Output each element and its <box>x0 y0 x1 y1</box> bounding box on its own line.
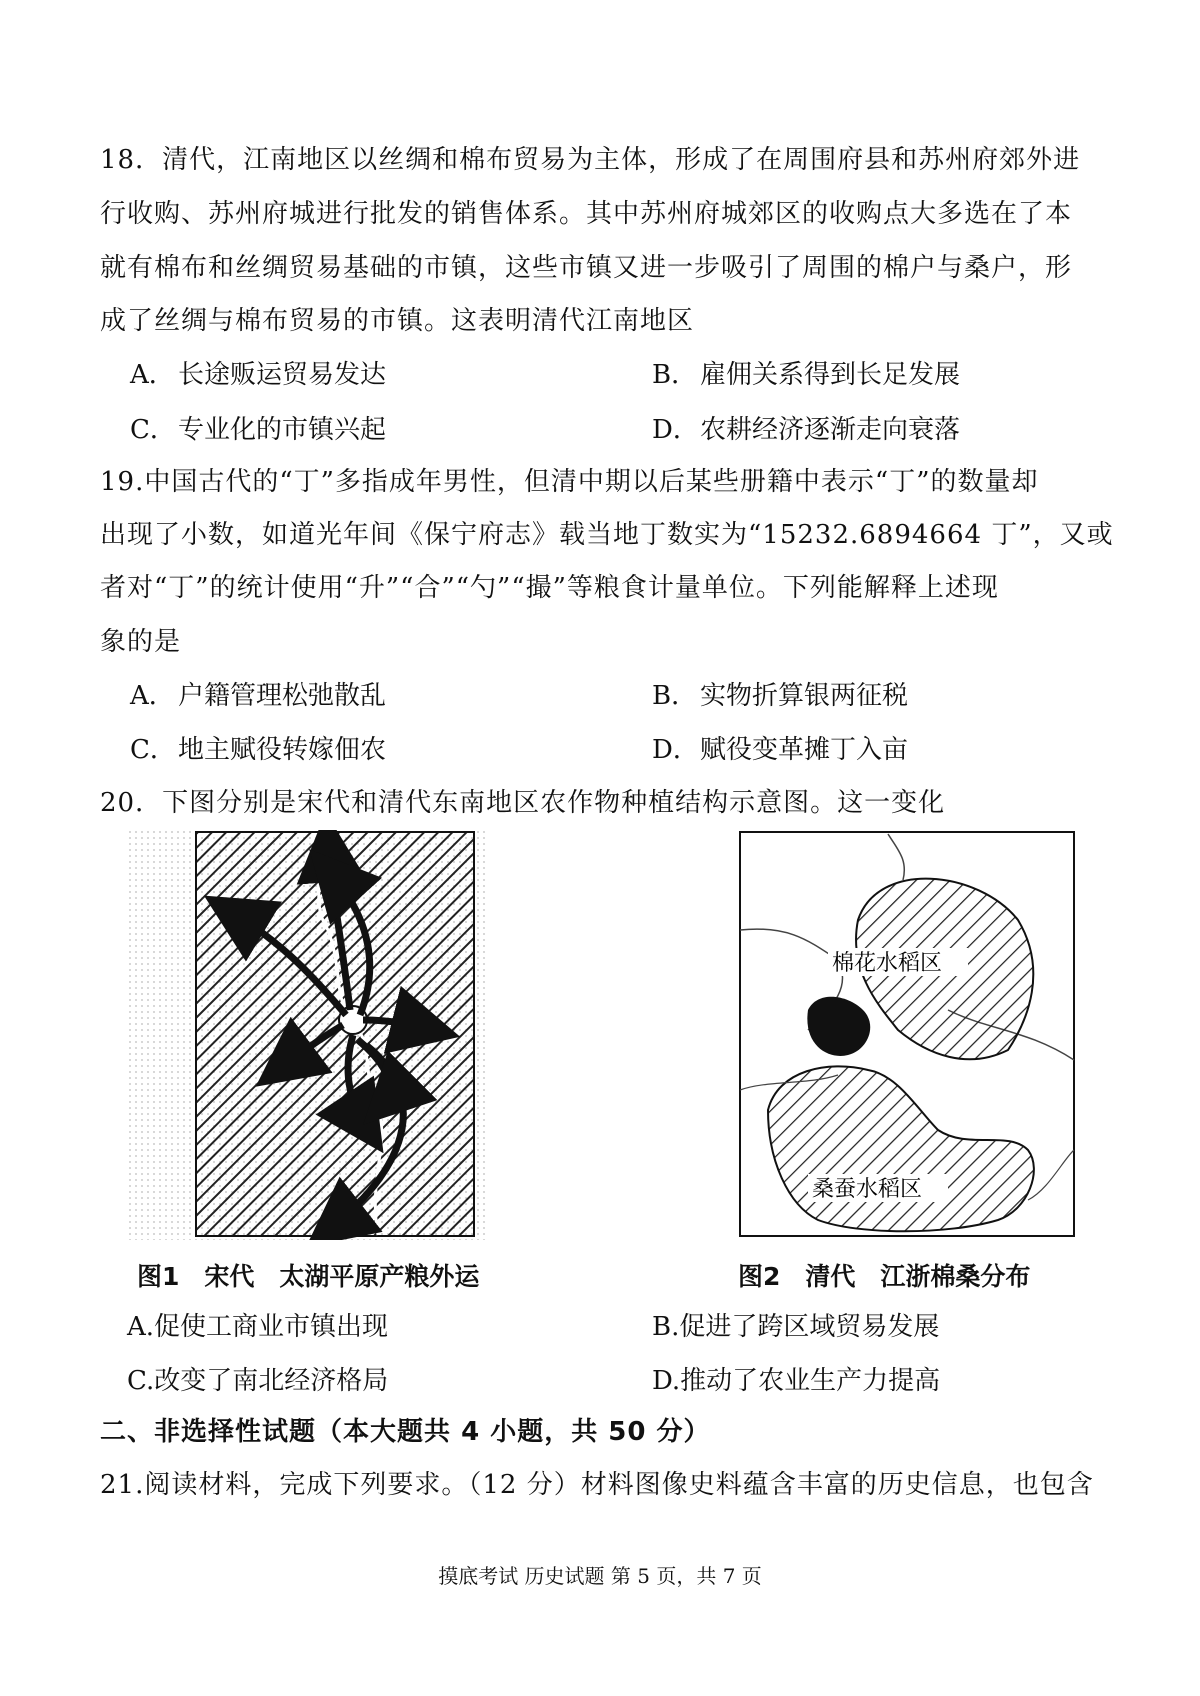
option-text: 专业化的市镇兴起 <box>178 415 387 445</box>
q20-option-c[interactable]: C.改变了南北经济格局 <box>127 1366 389 1396</box>
q18-line-1: 18．清代，江南地区以丝绸和棉布贸易为主体，形成了在周围府县和苏州府郊外进 <box>100 145 1081 175</box>
q19-line-1: 19.中国古代的“丁”多指成年男性，但清中期以后某些册籍中表示“丁”的数量却 <box>100 467 1039 497</box>
option-text: 实物折算银两征税 <box>700 681 909 711</box>
figure-2-caption: 图2 清代 江浙棉桑分布 <box>738 1262 1031 1291</box>
q18-option-a[interactable] <box>130 355 386 395</box>
option-letter: A． <box>130 360 175 390</box>
q18-line-4: 成了丝绸与棉布贸易的市镇。这表明清代江南地区 <box>100 306 695 336</box>
figure-1-map <box>128 830 488 1240</box>
q19-line-4: 象的是 <box>100 627 182 657</box>
q18-line-3: 就有棉布和丝绸贸易基础的市镇，这些市镇又进一步吸引了周围的棉户与桑户，形 <box>100 253 1073 283</box>
option-text: 地主赋役转嫁佃农 <box>178 735 387 765</box>
option-text: 户籍管理松弛散乱 <box>178 681 387 711</box>
page-footer: 摸底考试 历史试题 第 5 页，共 7 页 <box>438 1564 762 1588</box>
section-2-count: 4 <box>461 1417 481 1447</box>
q19-option-d[interactable] <box>652 730 908 770</box>
q20-option-d[interactable]: D.推动了农业生产力提高 <box>652 1366 941 1396</box>
figure-1-caption: 图1 宋代 太湖平原产粮外运 <box>137 1262 480 1291</box>
option-text: 农耕经济逐渐走向衰落 <box>700 415 961 445</box>
section-2-score: 50 <box>608 1417 647 1447</box>
section-2-title-post: 分） <box>646 1417 711 1447</box>
q18-option-d[interactable] <box>652 410 960 450</box>
option-text: 雇佣关系得到长足发展 <box>700 360 961 390</box>
q21-line-1: 21.阅读材料，完成下列要求。（12 分）材料图像史料蕴含丰富的历史信息，也包含 <box>100 1470 1094 1500</box>
figure-2-map <box>728 830 1088 1240</box>
q19-line-3: 者对“丁”的统计使用“升”“合”“勺”“撮”等粮食计量单位。下列能解释上述现 <box>100 573 999 603</box>
q20-stem: 20．下图分别是宋代和清代东南地区农作物种植结构示意图。这一变化 <box>100 788 946 818</box>
q19-line-2: 出现了小数，如道光年间《保宁府志》载当地丁数实为“15232.6894664 丁”，又或 <box>100 520 1114 550</box>
section-2-title-pre: 二、非选择性试题（本大题共 <box>100 1417 462 1447</box>
q20-option-a[interactable]: A.促使工商业市镇出现 <box>127 1312 389 1342</box>
option-letter: C． <box>130 415 176 445</box>
q18-option-c[interactable] <box>130 410 386 450</box>
q18-line-2: 行收购、苏州府城进行批发的销售体系。其中苏州府城郊区的收购点大多选在了本 <box>100 199 1073 229</box>
q19-option-a[interactable] <box>130 676 386 716</box>
silk-rice-label: 桑蚕水稻区 <box>812 1177 923 1202</box>
q20-option-b[interactable]: B.促进了跨区域贸易发展 <box>652 1312 940 1342</box>
section-2-heading <box>100 1412 711 1452</box>
option-letter: C． <box>130 735 176 765</box>
option-letter: A． <box>130 681 175 711</box>
cotton-rice-label: 棉花水稻区 <box>832 951 943 976</box>
option-letter: D． <box>652 735 699 765</box>
q19-option-b[interactable] <box>652 676 908 716</box>
option-text: 赋役变革摊丁入亩 <box>700 735 909 765</box>
option-letter: B． <box>652 360 698 390</box>
q19-option-c[interactable] <box>130 730 386 770</box>
option-letter: D． <box>652 415 699 445</box>
option-text: 长途贩运贸易发达 <box>178 360 387 390</box>
option-letter: B． <box>652 681 698 711</box>
q18-option-b[interactable] <box>652 355 960 395</box>
section-2-title-mid: 小题，共 <box>480 1417 609 1447</box>
